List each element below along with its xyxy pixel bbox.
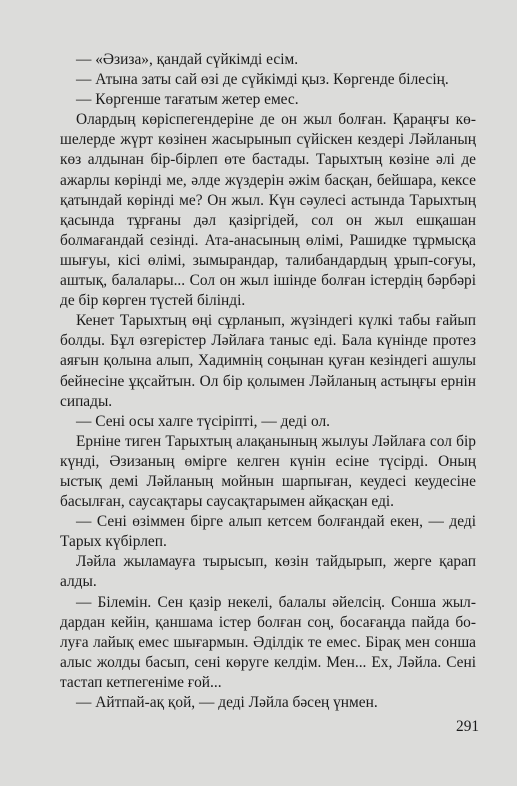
paragraph: — Көргенше тағатым жетер емес. [76, 91, 299, 109]
paragraph: — Білемін. Сен қазір некелі, балалы әйелсің. Сонша жылдардан кейін, қаншама істер болған соң, босағаңда пайда болуға лайық емес шығармын. Әділдік те емес. Бірақ мен сонша алыс жолды басып, сені көруге келдім. Мен... Ех, Ләйла. Сені тастап кетпегеніме ғой... [60, 593, 476, 691]
paragraph: Ерніне тиген Тарыхтың алақанының жылуы Ләйлаға сол бір күнді, Әзизаның өмірге келген күнін есіне түсірді. Оның ыстық демі Ләйланың мойнын шарпыған, кеудесі кеудесіне басылған, саусақтары саусақтарымен айқасқан еді. [60, 432, 476, 511]
paragraph: — Атына заты сай өзі де сүйкімді қыз. Көргенде білесің. [76, 71, 449, 89]
page-number: 291 [456, 718, 480, 735]
paragraph: — Айтпай-ақ қой, — деді Ләйла бәсең үнмен. [76, 694, 378, 711]
paragraph: — «Әзиза», қандай сүйкімді есім. [76, 51, 299, 68]
paragraph: Олардың көріспегендеріне де он жыл болған. Қараңғы көшелерде жүрт көзінен жасырынып сүйіскен кездері Ләйланың көз алдынан бір-бірлеп өте бастады. Тарыхтың көзіне әлі де ажарлы көрінді ме, әлде жүздерін әжім басқан, бейшара, кексе қатындай көрінді ме? Он жыл. Күн сәулесі астында Тарыхтың қасында тұрғаны дәл қазіргідей, сол он жыл ешқашан болмағандай сезінді. Ата-анасының өлімі, Рашидке тұрмысқа шығуы, кісі өлімі, зымырандар, талибандардың ұрып-соғуы, аштық, балалары... Сол он жыл ішінде болған істердің бәрбәрі де бір көрген түстей білінді. [60, 111, 476, 310]
paragraph: Кенет Тарыхтың өңі сұрланып, жүзіндегі күлкі табы ғайып болды. Бұл өзгерістер Ләйлаға таныс еді. Бала күнінде протез аяғын қолына алып, Хадимнің соңынан қуған кезіндегі ашулы бейнесіне ұқсайтын. Ол бір қолымен Ләйланың астыңғы ернін сипады. [60, 312, 476, 410]
paragraph: — Сені өзіммен бірге алып кетсем болғандай екен, — деді Тарых күбірлеп. [60, 513, 476, 551]
paragraph: — Сені осы халге түсіріпті, — деді ол. [76, 412, 331, 430]
paragraph: Ләйла жыламауға тырысып, көзін тайдырып, жерге қарап алды. [60, 553, 476, 591]
body-text [60, 50, 476, 713]
